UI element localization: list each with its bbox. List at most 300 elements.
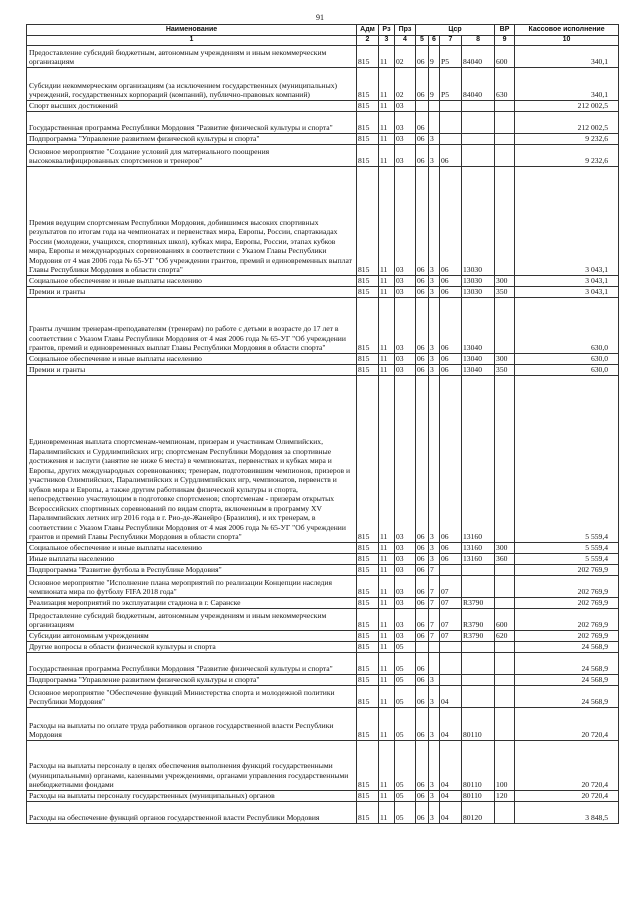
table-row [27,275,619,286]
colnum-5: 5 [416,36,429,46]
vr-cell: 120 [495,790,515,801]
csr-part-1: 06 [416,353,429,364]
rz-cell: 11 [379,801,395,823]
adm-cell: 815 [357,674,379,685]
csr-part-1: 06 [416,608,429,630]
csr-code: 80120 [462,801,495,823]
row-name: Подпрограмма "Управление развитием физической культуры и спорта" [27,133,357,144]
table-row [27,641,619,652]
table-row [27,630,619,641]
csr-part-1: 06 [416,542,429,553]
csr-part-1: 06 [416,111,429,133]
adm-cell: 815 [357,286,379,297]
rz-cell: 11 [379,286,395,297]
csr-code [462,111,495,133]
csr-part-2: 3 [429,275,440,286]
row-name: Премии и гранты [27,364,357,375]
row-name: Социальное обеспечение и иные выплаты населению [27,353,357,364]
rz-cell: 11 [379,575,395,597]
column-numbers-row [27,36,619,46]
csr-code: 80110 [462,740,495,790]
prz-cell: 03 [395,575,416,597]
amount-cell: 5 559,4 [515,553,619,564]
csr-part-3 [440,674,462,685]
amount-cell: 202 769,9 [515,630,619,641]
prz-cell: 03 [395,542,416,553]
row-name: Реализация мероприятий по эксплуатации стадиона в г. Саранске [27,597,357,608]
csr-part-2: 7 [429,597,440,608]
vr-cell [495,100,515,111]
csr-part-1: 06 [416,45,429,67]
csr-code: 84040 [462,45,495,67]
rz-cell: 11 [379,652,395,674]
row-name: Гранты лучшим тренерам-преподавателям (тренерам) по работе с детьми в возрасте до 17 лет в соответствии с Указом Главы Республики Мордовия от 4 мая 2006 года № 65-УГ "Об учреждении грантов, премий и единовременных выплат Главы Республики Мордовия в области спорта" [27,297,357,353]
prz-cell: 03 [395,133,416,144]
csr-code [462,674,495,685]
csr-code [462,685,495,707]
vr-cell: 360 [495,553,515,564]
csr-part-1: 06 [416,166,429,275]
vr-cell [495,564,515,575]
colnum-8: 8 [462,36,495,46]
adm-cell: 815 [357,111,379,133]
amount-cell: 630,0 [515,297,619,353]
prz-cell: 03 [395,375,416,542]
row-name: Расходы на выплаты по оплате труда работников органов государственной власти Республики Мордовия [27,707,357,740]
prz-cell: 03 [395,275,416,286]
csr-part-3: 06 [440,166,462,275]
vr-cell: 350 [495,364,515,375]
csr-part-2: 3 [429,166,440,275]
header-amount: Кассовое исполнение [515,25,619,36]
vr-cell [495,166,515,275]
vr-cell: 620 [495,630,515,641]
csr-part-3: 04 [440,790,462,801]
amount-cell: 3 043,1 [515,166,619,275]
adm-cell: 815 [357,575,379,597]
rz-cell: 11 [379,297,395,353]
vr-cell [495,575,515,597]
csr-part-1: 06 [416,286,429,297]
csr-part-1: 06 [416,685,429,707]
vr-cell: 630 [495,67,515,100]
header-adm: Адм [357,25,379,36]
vr-cell: 100 [495,740,515,790]
table-row [27,790,619,801]
csr-part-2: 3 [429,801,440,823]
row-name: Спорт высших достижений [27,100,357,111]
csr-part-3 [440,133,462,144]
colnum-3: 3 [379,36,395,46]
csr-part-3: 06 [440,553,462,564]
csr-part-1: 06 [416,674,429,685]
adm-cell: 815 [357,364,379,375]
csr-part-3: 07 [440,575,462,597]
table-row [27,674,619,685]
vr-cell [495,707,515,740]
table-row [27,707,619,740]
row-name: Предоставление субсидий бюджетным, автономным учреждениям и иным некоммерческим организациям [27,608,357,630]
adm-cell: 815 [357,375,379,542]
vr-cell: 350 [495,286,515,297]
amount-cell: 24 568,9 [515,674,619,685]
rz-cell: 11 [379,275,395,286]
csr-code [462,133,495,144]
csr-code: 13160 [462,375,495,542]
csr-part-3 [440,652,462,674]
csr-part-1: 06 [416,553,429,564]
adm-cell: 815 [357,542,379,553]
vr-cell [495,674,515,685]
csr-part-3: 07 [440,630,462,641]
adm-cell: 815 [357,790,379,801]
csr-part-3: 06 [440,297,462,353]
table-row [27,353,619,364]
csr-part-3: 06 [440,542,462,553]
prz-cell: 03 [395,111,416,133]
row-name: Премии и гранты [27,286,357,297]
csr-part-2: 3 [429,297,440,353]
csr-part-1: 06 [416,275,429,286]
amount-cell: 24 568,9 [515,685,619,707]
vr-cell: 600 [495,45,515,67]
vr-cell [495,801,515,823]
csr-part-1: 06 [416,790,429,801]
rz-cell: 11 [379,608,395,630]
csr-code [462,641,495,652]
vr-cell [495,641,515,652]
rz-cell: 11 [379,740,395,790]
rz-cell: 11 [379,45,395,67]
adm-cell: 815 [357,564,379,575]
amount-cell: 212 002,5 [515,111,619,133]
amount-cell: 202 769,9 [515,575,619,597]
table-row [27,100,619,111]
csr-code: 80110 [462,790,495,801]
row-name: Государственная программа Республики Мордовия "Развитие физической культуры и спорта" [27,111,357,133]
prz-cell: 05 [395,740,416,790]
adm-cell: 815 [357,707,379,740]
rz-cell: 11 [379,100,395,111]
row-name: Другие вопросы в области физической культуры и спорта [27,641,357,652]
adm-cell: 815 [357,685,379,707]
vr-cell [495,597,515,608]
csr-part-2: 3 [429,790,440,801]
amount-cell: 5 559,4 [515,542,619,553]
csr-part-2: 3 [429,553,440,564]
rz-cell: 11 [379,553,395,564]
row-name: Иные выплаты населению [27,553,357,564]
vr-cell: 300 [495,542,515,553]
row-name: Подпрограмма "Развитие футбола в Республике Мордовия" [27,564,357,575]
header-csr: Цср [416,25,495,36]
rz-cell: 11 [379,707,395,740]
csr-part-1: 06 [416,707,429,740]
csr-part-2: 7 [429,608,440,630]
adm-cell: 815 [357,144,379,166]
csr-part-2: 3 [429,542,440,553]
prz-cell: 05 [395,801,416,823]
amount-cell: 202 769,9 [515,564,619,575]
csr-part-2: 9 [429,67,440,100]
rz-cell: 11 [379,375,395,542]
rz-cell: 11 [379,364,395,375]
csr-part-2: 3 [429,286,440,297]
csr-part-3: 06 [440,286,462,297]
colnum-9: 9 [495,36,515,46]
table-row [27,133,619,144]
amount-cell: 24 568,9 [515,652,619,674]
csr-part-2: 3 [429,364,440,375]
row-name: Основное мероприятие "Исполнение плана мероприятий по реализации Концепции наследия чемпионата мира по футболу FIFA 2018 года" [27,575,357,597]
header-rz: Рз [379,25,395,36]
csr-code: 13040 [462,353,495,364]
csr-part-2 [429,652,440,674]
prz-cell: 05 [395,641,416,652]
amount-cell: 340,1 [515,45,619,67]
csr-part-1: 06 [416,297,429,353]
csr-code: 13030 [462,166,495,275]
vr-cell [495,685,515,707]
table-row [27,45,619,67]
amount-cell: 20 720,4 [515,707,619,740]
colnum-10: 10 [515,36,619,46]
amount-cell: 9 232,6 [515,144,619,166]
csr-part-3: 04 [440,740,462,790]
amount-cell: 3 848,5 [515,801,619,823]
csr-code: 13040 [462,364,495,375]
csr-part-3: 04 [440,707,462,740]
csr-part-1: 06 [416,67,429,100]
table-row [27,297,619,353]
csr-code [462,652,495,674]
colnum-2: 2 [357,36,379,46]
table-row [27,111,619,133]
csr-part-3: Р5 [440,67,462,100]
csr-part-3 [440,564,462,575]
amount-cell: 212 002,5 [515,100,619,111]
budget-table [26,24,619,824]
amount-cell: 3 043,1 [515,286,619,297]
adm-cell: 815 [357,553,379,564]
rz-cell: 11 [379,67,395,100]
csr-part-2 [429,641,440,652]
adm-cell: 815 [357,353,379,364]
adm-cell: 815 [357,652,379,674]
prz-cell: 02 [395,67,416,100]
amount-cell: 202 769,9 [515,597,619,608]
row-name: Расходы на выплаты персоналу государственных (муниципальных) органов [27,790,357,801]
table-row [27,67,619,100]
prz-cell: 05 [395,790,416,801]
csr-code: 13040 [462,297,495,353]
prz-cell: 05 [395,685,416,707]
prz-cell: 03 [395,608,416,630]
prz-cell: 03 [395,100,416,111]
csr-part-3: 06 [440,364,462,375]
adm-cell: 815 [357,166,379,275]
csr-part-3: 07 [440,608,462,630]
rz-cell: 11 [379,542,395,553]
amount-cell: 3 043,1 [515,275,619,286]
csr-part-2: 3 [429,375,440,542]
adm-cell: 815 [357,67,379,100]
csr-part-1: 06 [416,375,429,542]
adm-cell: 815 [357,45,379,67]
csr-part-2 [429,111,440,133]
rz-cell: 11 [379,641,395,652]
header-name: Наименование [27,25,357,36]
page-number: 91 [316,13,324,22]
rz-cell: 11 [379,144,395,166]
adm-cell: 815 [357,608,379,630]
vr-cell [495,375,515,542]
csr-code [462,575,495,597]
amount-cell: 630,0 [515,364,619,375]
colnum-6: 6 [429,36,440,46]
csr-part-2: 3 [429,685,440,707]
prz-cell: 03 [395,364,416,375]
csr-code: 13160 [462,553,495,564]
row-name: Социальное обеспечение и иные выплаты населению [27,275,357,286]
row-name: Предоставление субсидий бюджетным, автономным учреждениям и иным некоммерческим организациям [27,45,357,67]
prz-cell: 05 [395,707,416,740]
vr-cell [495,297,515,353]
prz-cell: 03 [395,353,416,364]
csr-part-2: 3 [429,133,440,144]
row-name: Государственная программа Республики Мордовия "Развитие физической культуры и спорта" [27,652,357,674]
csr-part-3: 04 [440,685,462,707]
prz-cell: 03 [395,297,416,353]
row-name: Социальное обеспечение и иные выплаты населению [27,542,357,553]
vr-cell [495,144,515,166]
amount-cell: 5 559,4 [515,375,619,542]
csr-part-1: 06 [416,133,429,144]
csr-part-2: 7 [429,575,440,597]
csr-code [462,100,495,111]
csr-part-2: 3 [429,353,440,364]
vr-cell: 600 [495,608,515,630]
csr-part-3 [440,100,462,111]
prz-cell: 05 [395,674,416,685]
csr-part-1: 06 [416,575,429,597]
csr-code: 13030 [462,286,495,297]
table-row [27,375,619,542]
row-name: Расходы на обеспечение функций органов государственной власти Республики Мордовия [27,801,357,823]
amount-cell: 630,0 [515,353,619,364]
table-row [27,564,619,575]
csr-part-2: 3 [429,740,440,790]
csr-part-1: 06 [416,597,429,608]
table-row [27,575,619,597]
csr-part-2: 9 [429,45,440,67]
row-name: Премия ведущим спортсменам Республики Мордовия, добившимся высоких спортивных результатов по итогам года на чемпионатах и первенствах мира, Европы, России, спартакиадах России (молодежи, учащихся, спортивных школ), кубках мира, Европы, России, этапах кубков мира, Европы и международных соревнованиях в соответствии с Указом Главы Республики Мордовия от 4 мая 2006 года № 65-УГ "Об учреждении грантов, премий и единовременных выплат Главы Республики Мордовия в области спорта" [27,166,357,275]
table-row [27,740,619,790]
amount-cell: 202 769,9 [515,608,619,630]
csr-part-3: 06 [440,144,462,166]
csr-part-3 [440,111,462,133]
csr-part-3: 06 [440,275,462,286]
rz-cell: 11 [379,111,395,133]
csr-part-3: 06 [440,375,462,542]
csr-part-1: 06 [416,652,429,674]
csr-part-3: 06 [440,353,462,364]
amount-cell: 24 568,9 [515,641,619,652]
rz-cell: 11 [379,133,395,144]
amount-cell: 20 720,4 [515,740,619,790]
csr-part-1: 06 [416,740,429,790]
adm-cell: 815 [357,801,379,823]
csr-code: R3790 [462,597,495,608]
rz-cell: 11 [379,674,395,685]
csr-code: 80110 [462,707,495,740]
csr-part-2: 3 [429,144,440,166]
csr-part-1 [416,641,429,652]
colnum-4: 4 [395,36,416,46]
csr-code: 84040 [462,67,495,100]
colnum-1: 1 [27,36,357,46]
rz-cell: 11 [379,790,395,801]
rz-cell: 11 [379,353,395,364]
prz-cell: 03 [395,286,416,297]
rz-cell: 11 [379,564,395,575]
table-row [27,364,619,375]
adm-cell: 815 [357,297,379,353]
csr-part-3: 07 [440,597,462,608]
csr-part-2: 3 [429,674,440,685]
prz-cell: 03 [395,166,416,275]
prz-cell: 03 [395,597,416,608]
csr-part-1: 06 [416,801,429,823]
csr-part-2: 7 [429,630,440,641]
table-row [27,553,619,564]
row-name: Субсидии некоммерческим организациям (за исключением государственных (муниципальных) учреждений, государственных корпораций (компаний), публично-правовых компаний) [27,67,357,100]
amount-cell: 20 720,4 [515,790,619,801]
vr-cell: 300 [495,353,515,364]
prz-cell: 03 [395,564,416,575]
prz-cell: 02 [395,45,416,67]
row-name: Основное мероприятие "Создание условий для материального поощрения высококвалифицированных спортсменов и тренеров" [27,144,357,166]
csr-part-1 [416,100,429,111]
csr-code: R3790 [462,608,495,630]
csr-part-1: 06 [416,144,429,166]
row-name: Единовременная выплата спортсменам-чемпионам, призерам и участникам Олимпийских, Паралимпийских и Сурдлимпийских игр; спортсменам Республики Мордовия за спортивные достижения и заслуги (занятие не ниже 6 места) в чемпионатах, первенствах и кубках мира и Европы, других международных соревнованиях; тренерам, подготовившим чемпионов, призеров и участников Олимпийских, Паралимпийских и Сурдлимпийских игр, чемпионатов, первенств и кубков мира и Европы, а также другим работникам физической культуры и спорта, непосредственно участвующим в подготовке спортсменов; спортсменам - призерам открытых Всероссийских спортивных соревнований по видам спорта, включенным в программу XV Паралимпийских летних игр 2016 года в г. Рио-де-Жанейро (Бразилия), и их тренерам, в соответствии с Указом Главы Республики Мордовия от 4 мая 2006 года № 65-УГ "Об учреждении грантов и премий Главы Республики Мордовия в области спорта" [27,375,357,542]
header-prz: Прз [395,25,416,36]
vr-cell: 300 [495,275,515,286]
header-row [27,25,619,36]
csr-part-3: Р5 [440,45,462,67]
csr-code: 13030 [462,275,495,286]
table-row [27,286,619,297]
csr-part-1: 06 [416,564,429,575]
csr-code: R3790 [462,630,495,641]
row-name: Основное мероприятие "Обеспечение функций Министерства спорта и молодежной политики Республики Мордовия" [27,685,357,707]
csr-part-1: 06 [416,364,429,375]
adm-cell: 815 [357,100,379,111]
table-row [27,542,619,553]
rz-cell: 11 [379,166,395,275]
csr-part-3 [440,641,462,652]
csr-part-2: 7 [429,564,440,575]
prz-cell: 03 [395,630,416,641]
csr-code [462,564,495,575]
table-row [27,652,619,674]
csr-part-1: 06 [416,630,429,641]
csr-code: 13160 [462,542,495,553]
adm-cell: 815 [357,597,379,608]
prz-cell: 03 [395,553,416,564]
prz-cell: 05 [395,652,416,674]
